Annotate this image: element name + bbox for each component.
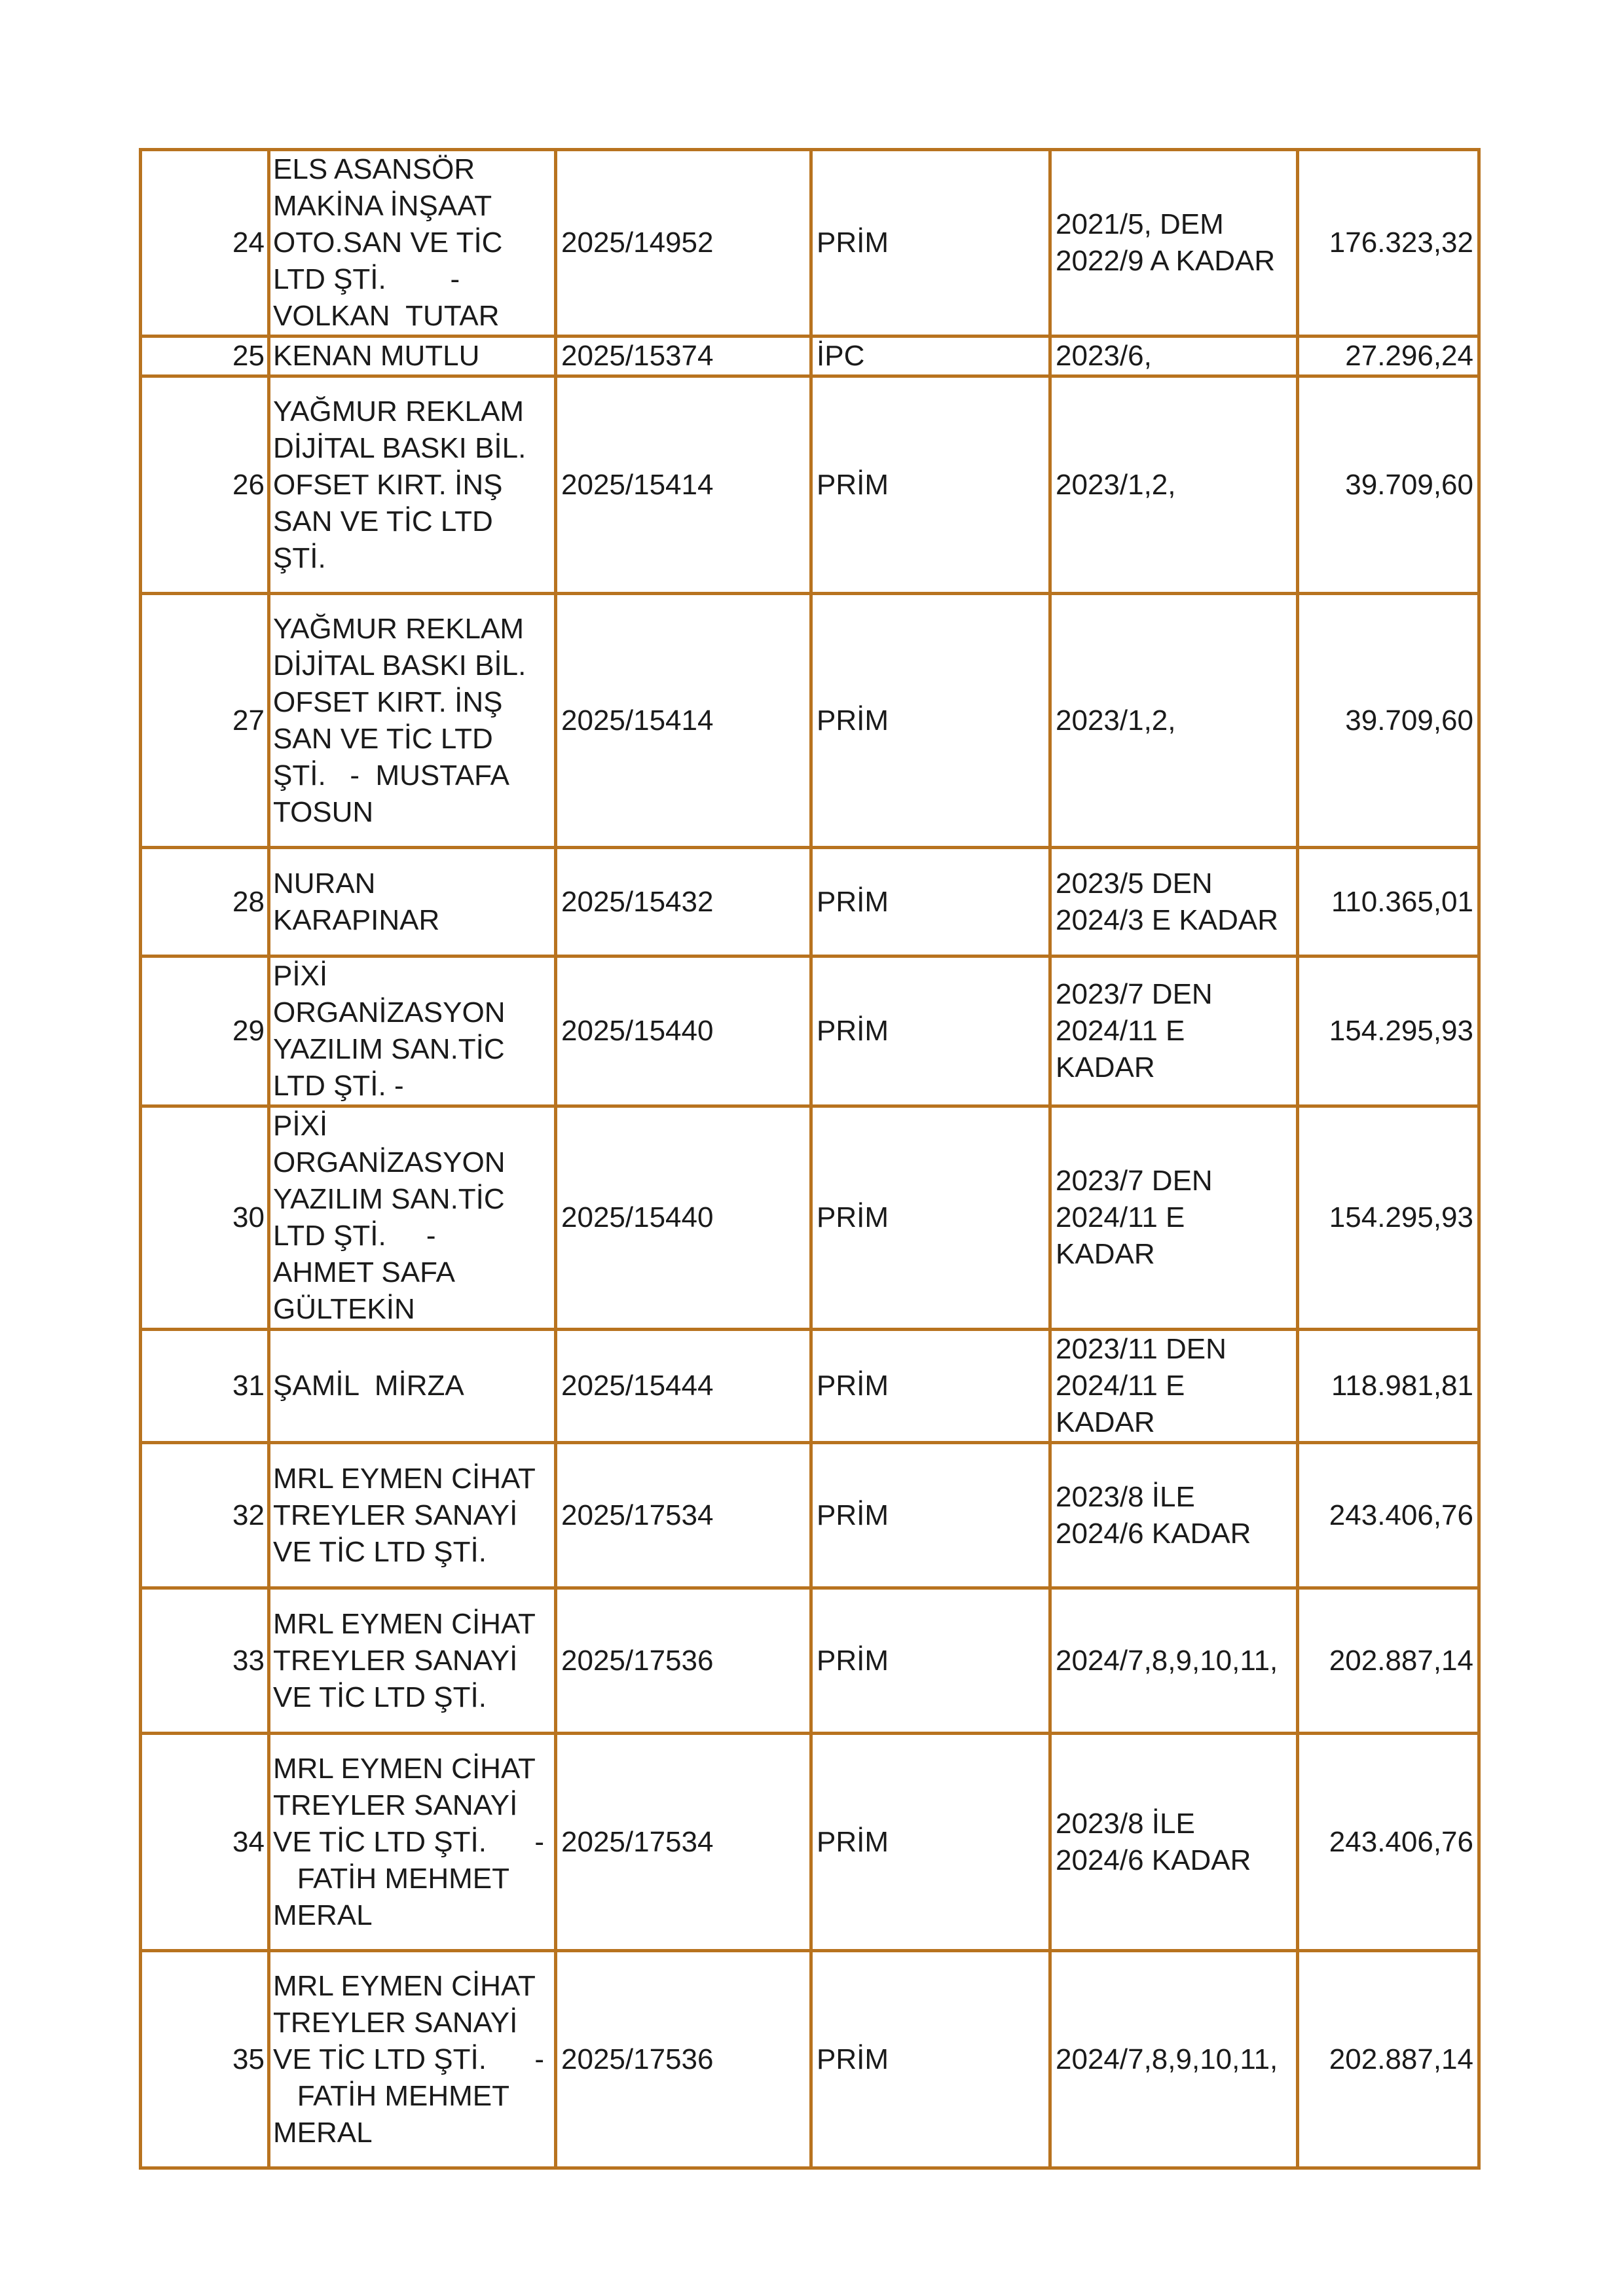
debt-amount: 39.709,60 [1298, 376, 1479, 594]
debt-type: PRİM [811, 1951, 1050, 2168]
table-row [141, 1106, 1479, 1330]
debt-type: PRİM [811, 1588, 1050, 1734]
debt-amount: 27.296,24 [1298, 337, 1479, 376]
row-number: 35 [141, 1951, 269, 2168]
debt-type: PRİM [811, 1443, 1050, 1588]
debt-amount: 176.323,32 [1298, 150, 1479, 337]
row-number: 27 [141, 594, 269, 848]
row-number: 24 [141, 150, 269, 337]
debtor-name: MRL EYMEN CİHAT TREYLER SANAYİ VE TİC LTD ŞTİ. [269, 1588, 556, 1734]
debt-type: İPC [811, 337, 1050, 376]
debtor-name: YAĞMUR REKLAM DİJİTAL BASKI BİL. OFSET KIRT. İNŞ SAN VE TİC LTD ŞTİ. - MUSTAFA TOSUN [269, 594, 556, 848]
debtor-name: PİXİ ORGANİZASYON YAZILIM SAN.TİC LTD ŞTİ. - AHMET SAFA GÜLTEKİN [269, 1106, 556, 1330]
debtor-name: MRL EYMEN CİHAT TREYLER SANAYİ VE TİC LTD ŞTİ. - FATİH MEHMET MERAL [269, 1951, 556, 2168]
row-number: 25 [141, 337, 269, 376]
row-number: 34 [141, 1734, 269, 1951]
debtor-name: PİXİ ORGANİZASYON YAZILIM SAN.TİC LTD ŞTİ. - [269, 957, 556, 1106]
debt-period: 2023/1,2, [1050, 594, 1298, 848]
table-row [141, 957, 1479, 1106]
debt-period: 2023/1,2, [1050, 376, 1298, 594]
debt-type: PRİM [811, 1106, 1050, 1330]
debt-type: PRİM [811, 957, 1050, 1106]
debt-amount: 154.295,93 [1298, 957, 1479, 1106]
table-row [141, 594, 1479, 848]
debt-amount: 118.981,81 [1298, 1330, 1479, 1443]
row-number: 31 [141, 1330, 269, 1443]
debtor-name: YAĞMUR REKLAM DİJİTAL BASKI BİL. OFSET KIRT. İNŞ SAN VE TİC LTD ŞTİ. [269, 376, 556, 594]
debtor-name: ELS ASANSÖR MAKİNA İNŞAAT OTO.SAN VE TİC LTD ŞTİ. - VOLKAN TUTAR [269, 150, 556, 337]
table-row [141, 1734, 1479, 1951]
file-number: 2025/15440 [556, 1106, 811, 1330]
debtor-name: NURAN KARAPINAR [269, 848, 556, 957]
debt-type: PRİM [811, 848, 1050, 957]
file-number: 2025/15414 [556, 376, 811, 594]
table-row [141, 1951, 1479, 2168]
debt-table [139, 148, 1481, 2170]
table-row [141, 1588, 1479, 1734]
debtor-name: MRL EYMEN CİHAT TREYLER SANAYİ VE TİC LTD ŞTİ. [269, 1443, 556, 1588]
row-number: 26 [141, 376, 269, 594]
file-number: 2025/15374 [556, 337, 811, 376]
debtor-name: ŞAMİL MİRZA [269, 1330, 556, 1443]
debt-amount: 202.887,14 [1298, 1951, 1479, 2168]
debt-amount: 39.709,60 [1298, 594, 1479, 848]
row-number: 32 [141, 1443, 269, 1588]
table-row [141, 376, 1479, 594]
file-number: 2025/17534 [556, 1734, 811, 1951]
file-number: 2025/17534 [556, 1443, 811, 1588]
debt-amount: 243.406,76 [1298, 1443, 1479, 1588]
row-number: 29 [141, 957, 269, 1106]
file-number: 2025/15432 [556, 848, 811, 957]
debt-type: PRİM [811, 150, 1050, 337]
file-number: 2025/15414 [556, 594, 811, 848]
debt-amount: 154.295,93 [1298, 1106, 1479, 1330]
table-row [141, 337, 1479, 376]
file-number: 2025/14952 [556, 150, 811, 337]
debtor-name: MRL EYMEN CİHAT TREYLER SANAYİ VE TİC LTD ŞTİ. - FATİH MEHMET MERAL [269, 1734, 556, 1951]
debt-period: 2023/7 DEN 2024/11 E KADAR [1050, 1106, 1298, 1330]
debt-type: PRİM [811, 1330, 1050, 1443]
debt-period: 2024/7,8,9,10,11, [1050, 1588, 1298, 1734]
debt-amount: 202.887,14 [1298, 1588, 1479, 1734]
debt-period: 2024/7,8,9,10,11, [1050, 1951, 1298, 2168]
debt-period: 2023/5 DEN 2024/3 E KADAR [1050, 848, 1298, 957]
debt-type: PRİM [811, 376, 1050, 594]
row-number: 30 [141, 1106, 269, 1330]
file-number: 2025/15440 [556, 957, 811, 1106]
debt-period: 2023/7 DEN 2024/11 E KADAR [1050, 957, 1298, 1106]
debtor-name: KENAN MUTLU [269, 337, 556, 376]
file-number: 2025/17536 [556, 1951, 811, 2168]
table-row [141, 1443, 1479, 1588]
debt-amount: 110.365,01 [1298, 848, 1479, 957]
debt-type: PRİM [811, 1734, 1050, 1951]
debt-type: PRİM [811, 594, 1050, 848]
file-number: 2025/15444 [556, 1330, 811, 1443]
debt-period: 2021/5, DEM 2022/9 A KADAR [1050, 150, 1298, 337]
debt-period: 2023/8 İLE 2024/6 KADAR [1050, 1734, 1298, 1951]
table-row [141, 848, 1479, 957]
row-number: 33 [141, 1588, 269, 1734]
row-number: 28 [141, 848, 269, 957]
debt-amount: 243.406,76 [1298, 1734, 1479, 1951]
debt-period: 2023/6, [1050, 337, 1298, 376]
debt-period: 2023/11 DEN 2024/11 E KADAR [1050, 1330, 1298, 1443]
table-row [141, 150, 1479, 337]
table-row [141, 1330, 1479, 1443]
debt-period: 2023/8 İLE 2024/6 KADAR [1050, 1443, 1298, 1588]
file-number: 2025/17536 [556, 1588, 811, 1734]
